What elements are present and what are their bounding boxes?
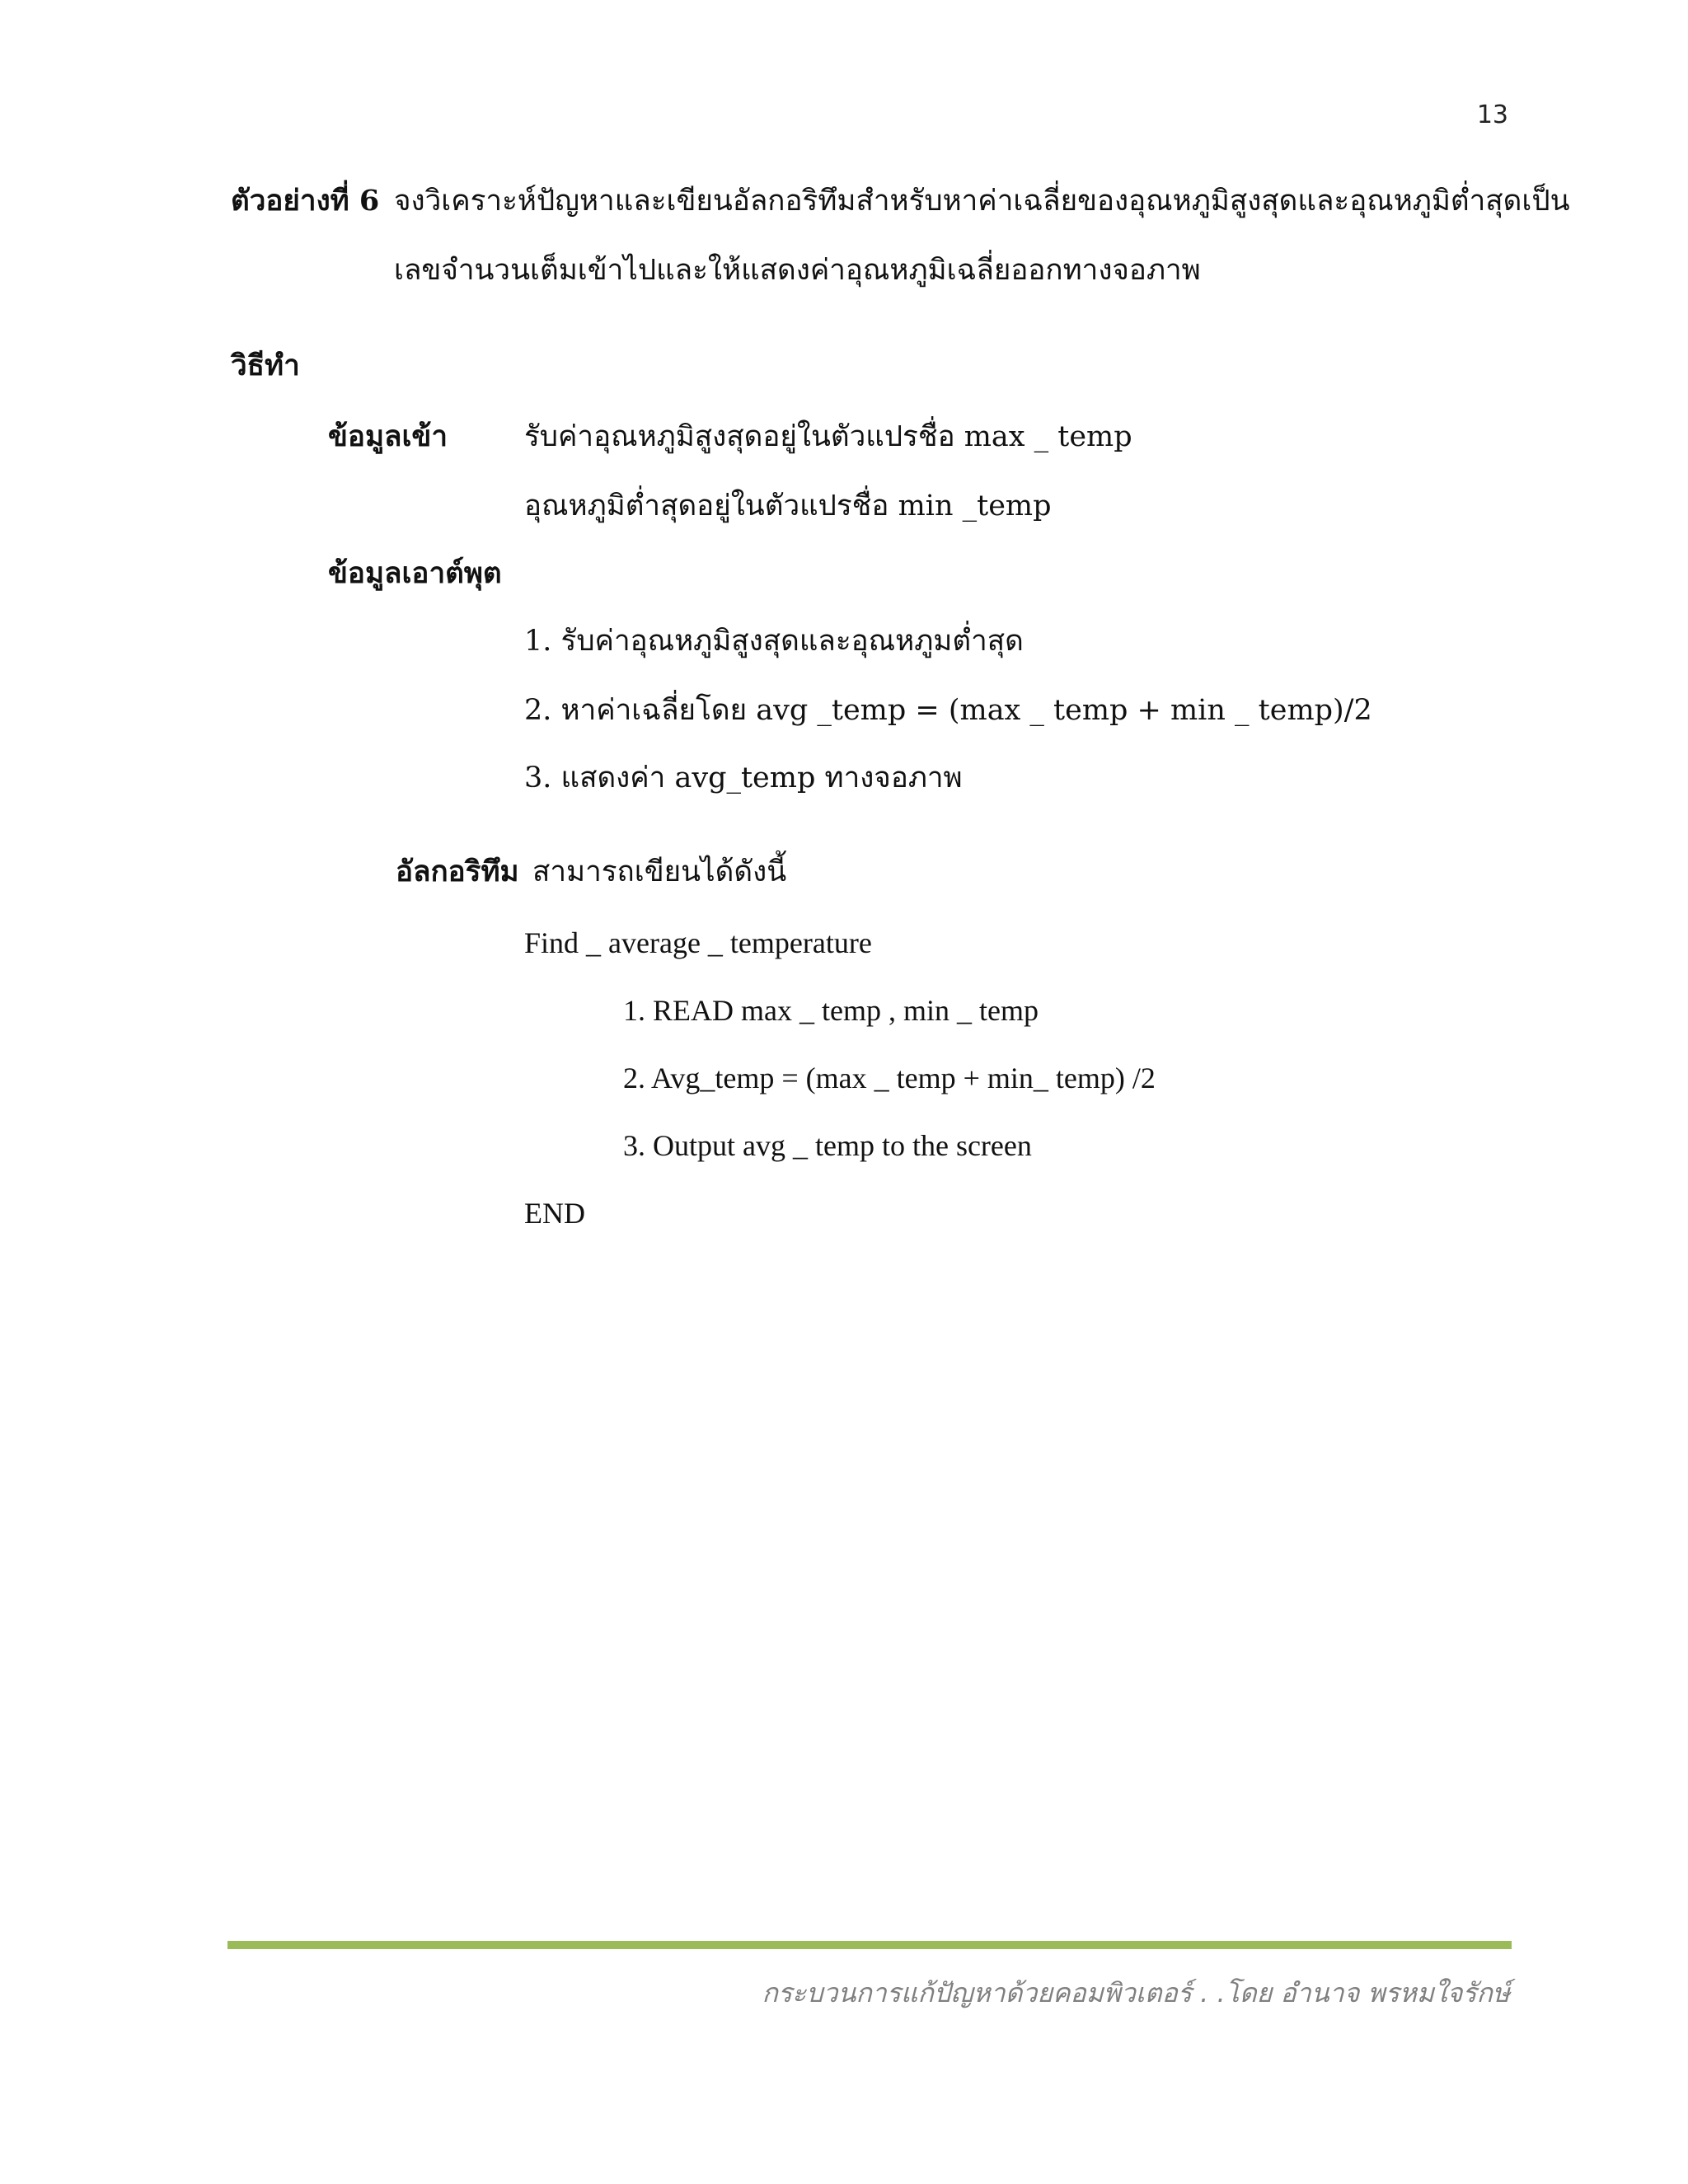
algorithm-label: อัลกอริทึม: [396, 855, 519, 888]
input-line-2: อุณหภูมิต่ำสุดอยู่ในตัวแปรชื่อ min _temp: [524, 490, 1052, 523]
method-heading: วิธีทำ: [231, 349, 300, 382]
example-label: ตัวอย่างที่ 6: [231, 184, 380, 218]
output-label: ข้อมูลเอาต์พุต: [328, 556, 502, 590]
algorithm-step-1: 1. READ max _ temp , min _ temp: [623, 994, 1039, 1027]
page-number: 13: [1476, 101, 1508, 129]
input-label: ข้อมูลเข้า: [328, 419, 448, 453]
output-step-3: 3. แสดงค่า avg_temp ทางจอภาพ: [524, 762, 963, 794]
footer-text: กระบวนการแก้ปัญหาด้วยคอมพิวเตอร์ . .โดย อำนาจ พรหมใจรักษ์: [762, 1977, 1510, 2008]
input-line-1: รับค่าอุณหภูมิสูงสุดอยู่ในตัวแปรชื่อ max _ temp: [524, 420, 1132, 453]
footer-rule: [227, 1941, 1512, 1949]
output-step-1: 1. รับค่าอุณหภูมิสูงสุดและอุณหภูมต่ำสุด: [524, 625, 1024, 658]
algorithm-step-2: 2. Avg_temp = (max _ temp + min_ temp) /2: [623, 1062, 1156, 1094]
algorithm-end: END: [524, 1197, 585, 1230]
algorithm-step-3: 3. Output avg _ temp to the screen: [623, 1129, 1032, 1162]
example-line-1: จงวิเคราะห์ปัญหาและเขียนอัลกอริทึมสำหรับหาค่าเฉลี่ยของอุณหภูมิสูงสุดและอุณหภูมิต่ำสุดเป็น: [394, 185, 1570, 218]
output-step-2: 2. หาค่าเฉลี่ยโดย avg _temp = (max _ temp + min _ temp)/2: [524, 694, 1372, 727]
algorithm-name: Find _ average _ temperature: [524, 926, 872, 959]
example-line-2: เลขจำนวนเต็มเข้าไปและให้แสดงค่าอุณหภูมิเฉลี่ยออกทางจอภาพ: [394, 254, 1201, 287]
algorithm-intro: สามารถเขียนได้ดังนี้: [532, 855, 787, 888]
